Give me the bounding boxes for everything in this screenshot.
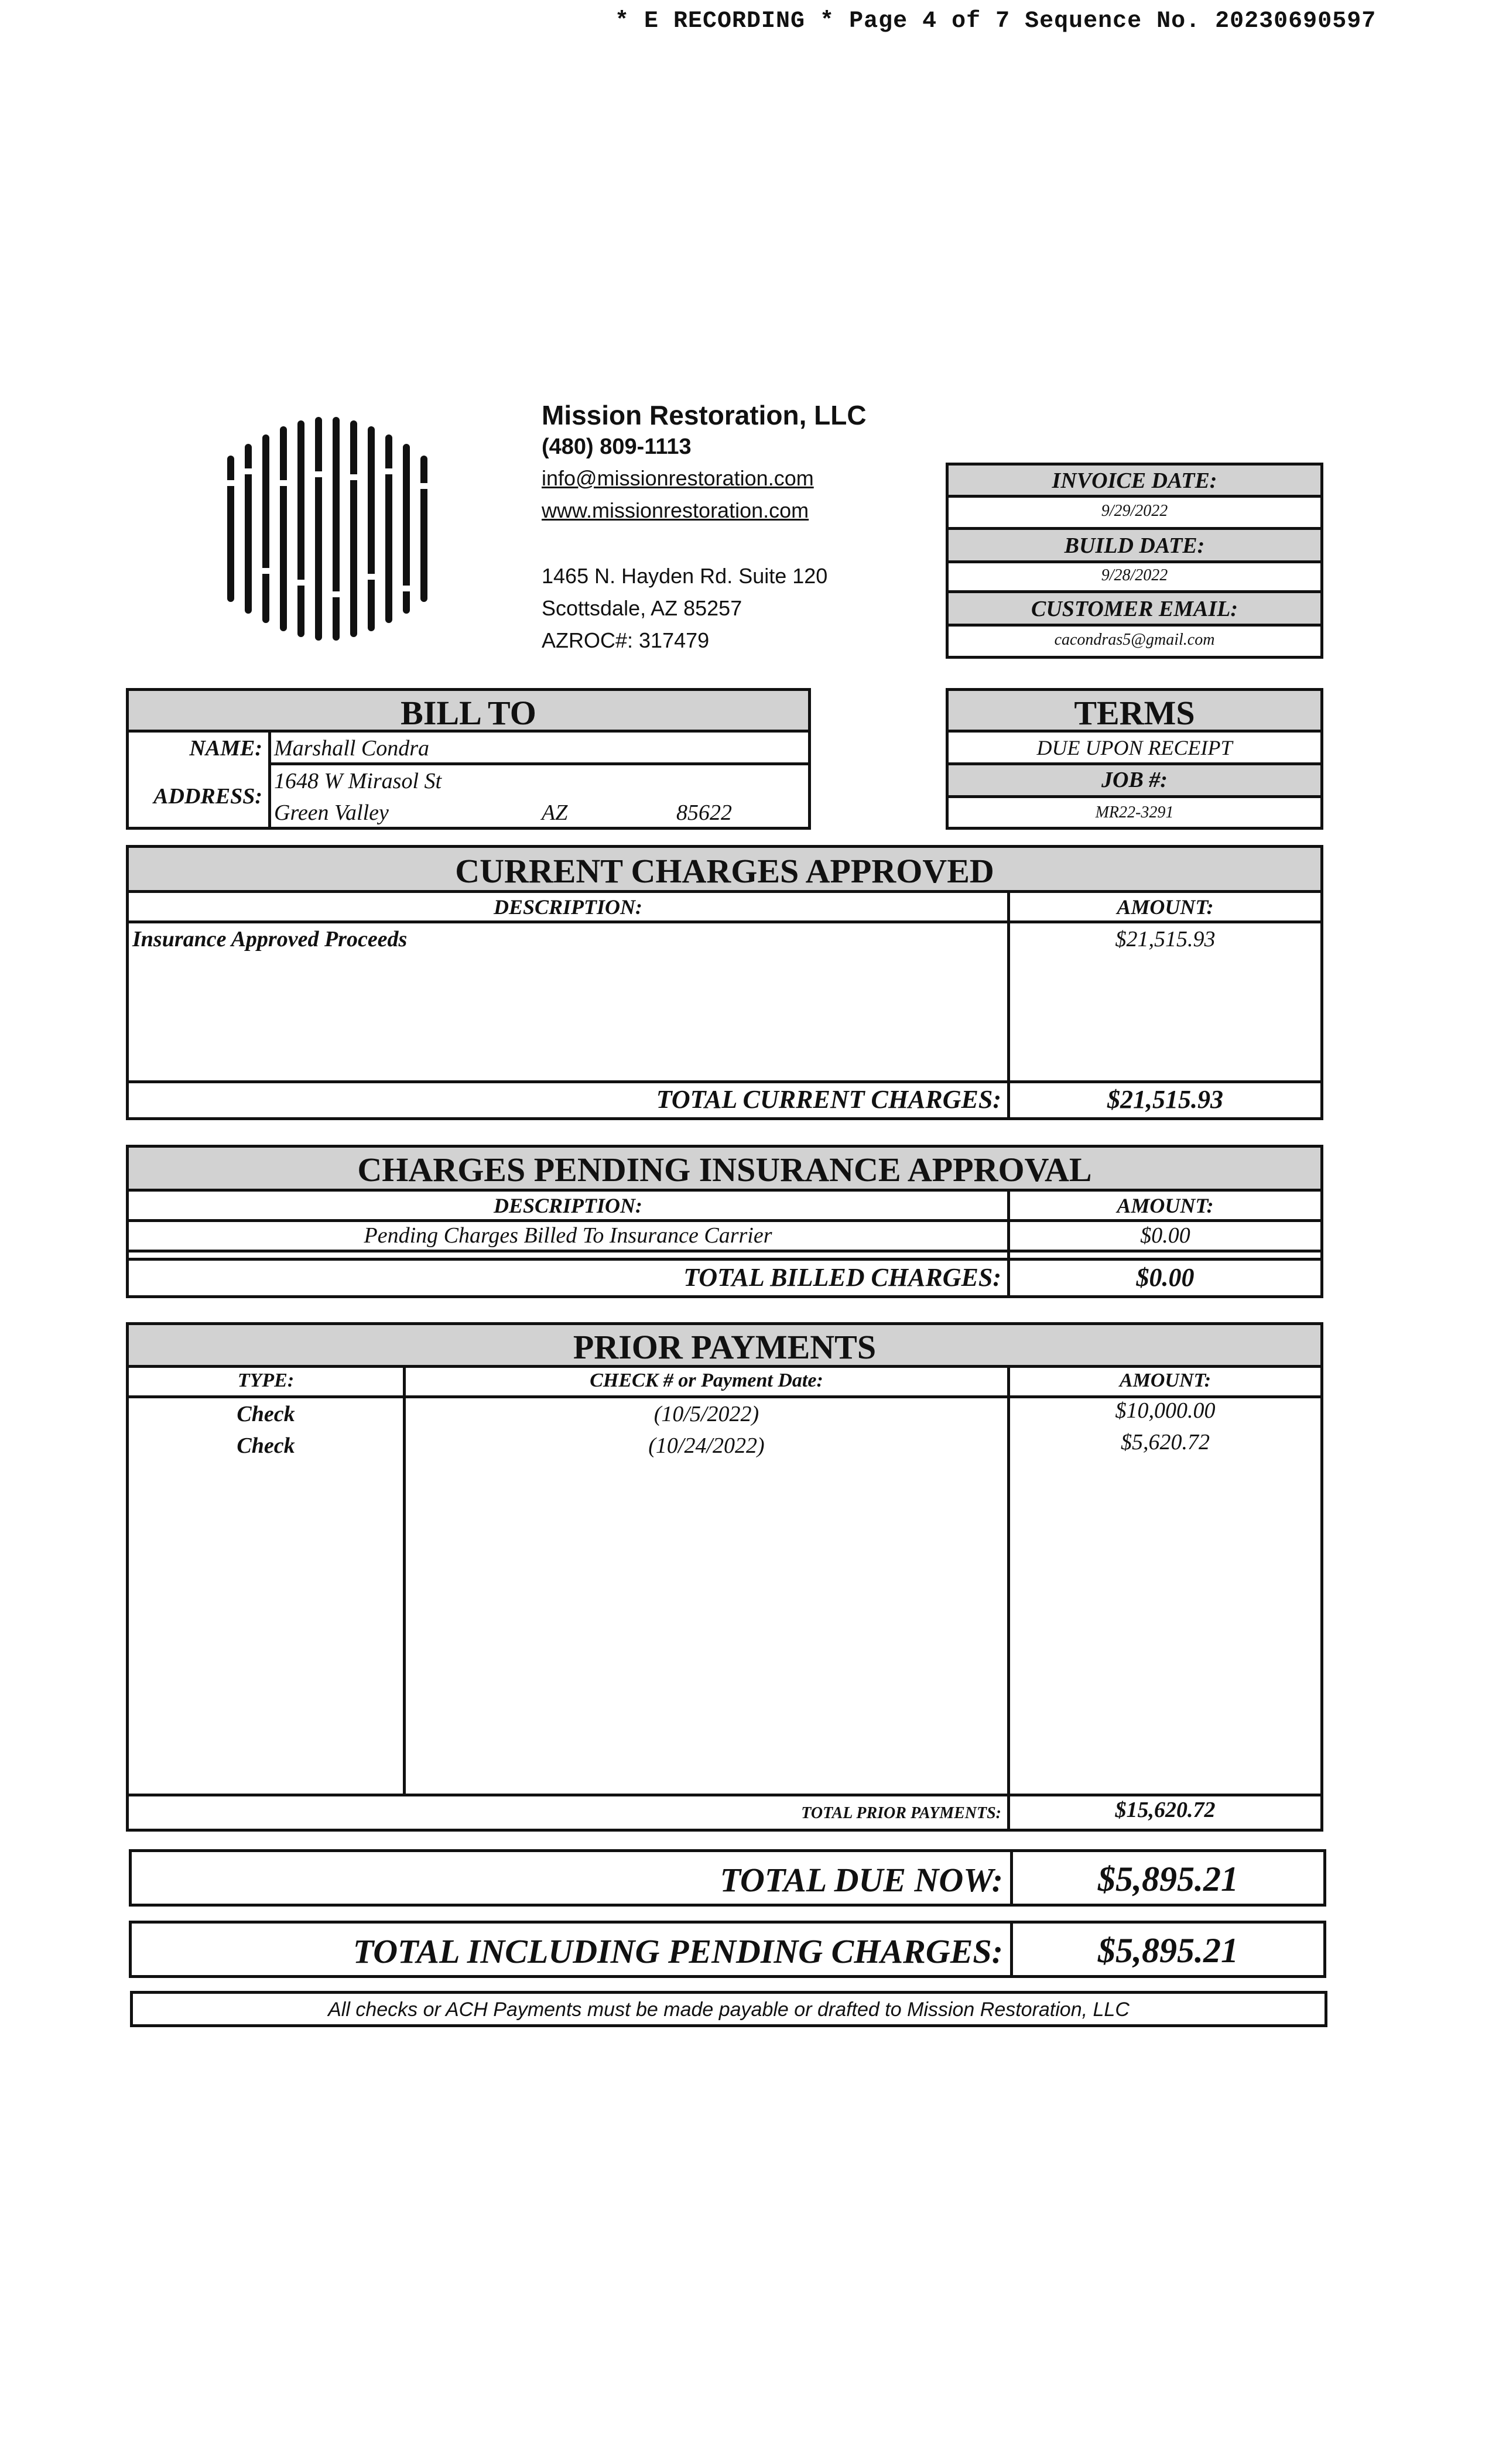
payment-amount-header: AMOUNT: (1119, 1370, 1211, 1391)
total-prior-payments-label: TOTAL PRIOR PAYMENTS: (801, 1804, 1001, 1822)
current-charges-heading: CURRENT CHARGES APPROVED (455, 852, 994, 890)
payment-check-header: CHECK # or Payment Date: (590, 1370, 823, 1391)
build-date-value: 9/28/2022 (1101, 566, 1168, 584)
customer-street: 1648 W Mirasol St (274, 769, 442, 793)
address-label: ADDRESS: (153, 784, 262, 809)
payment-row-2-type: Check (237, 1433, 295, 1458)
total-billed-charges-value: $0.00 (1136, 1263, 1195, 1292)
invoice-info-box (946, 463, 1323, 659)
current-desc-header: DESCRIPTION: (493, 895, 643, 919)
company-azroc: AZROC#: 317479 (542, 628, 710, 652)
terms-value: DUE UPON RECEIPT (1036, 736, 1233, 759)
payment-row-1-type: Check (237, 1402, 295, 1426)
total-including-pending-box (129, 1921, 1326, 1978)
payment-note: All checks or ACH Payments must be made payable or drafted to Mission Restoration, LLC (328, 1998, 1130, 2021)
company-phone: (480) 809-1113 (542, 434, 692, 459)
company-address-line1: 1465 N. Hayden Rd. Suite 120 (542, 564, 828, 588)
customer-city: Green Valley (274, 800, 389, 825)
terms-box (946, 688, 1323, 830)
prior-payments-heading: PRIOR PAYMENTS (573, 1328, 877, 1366)
total-due-box (129, 1849, 1326, 1907)
payment-note-box (130, 1991, 1327, 2027)
customer-email-value: cacondras5@gmail.com (1054, 631, 1215, 649)
recording-header: * E RECORDING * Page 4 of 7 Sequence No. 20230690597 (615, 8, 1377, 35)
invoice-date-label: INVOICE DATE: (1052, 468, 1217, 493)
company-logo (223, 416, 445, 644)
total-including-value: $5,895.21 (1098, 1931, 1238, 1970)
invoice-date-value: 9/29/2022 (1101, 502, 1168, 520)
terms-heading: TERMS (1074, 694, 1195, 732)
total-due-value: $5,895.21 (1098, 1860, 1238, 1898)
customer-zip: 85622 (676, 800, 732, 825)
pending-charges-box (126, 1145, 1323, 1298)
total-current-charges-value: $21,515.93 (1107, 1085, 1223, 1114)
company-name: Mission Restoration, LLC (542, 400, 867, 430)
job-number-label: JOB #: (1101, 768, 1168, 792)
payment-type-header: TYPE: (237, 1370, 295, 1391)
current-charges-box (126, 845, 1323, 1120)
total-prior-payments-value: $15,620.72 (1115, 1798, 1216, 1822)
total-including-label: TOTAL INCLUDING PENDING CHARGES: (352, 1932, 1003, 1970)
pending-charges-heading: CHARGES PENDING INSURANCE APPROVAL (357, 1151, 1092, 1189)
build-date-label: BUILD DATE: (1064, 533, 1205, 558)
name-label: NAME: (189, 736, 262, 761)
current-charge-amount: $21,515.93 (1115, 927, 1216, 952)
prior-payments-box (126, 1322, 1323, 1832)
customer-name: Marshall Condra (274, 736, 429, 761)
payment-row-1-amount: $10,000.00 (1115, 1398, 1216, 1423)
total-due-label: TOTAL DUE NOW: (720, 1861, 1003, 1899)
pending-charge-description: Pending Charges Billed To Insurance Carrier (364, 1223, 772, 1248)
payment-row-1-date: (10/5/2022) (653, 1402, 759, 1426)
company-website-link[interactable]: www.missionrestoration.com (542, 498, 809, 522)
job-number-value: MR22-3291 (1095, 803, 1174, 822)
total-billed-charges-label: TOTAL BILLED CHARGES: (683, 1263, 1001, 1292)
pending-amount-header: AMOUNT: (1117, 1194, 1214, 1217)
company-address-line2: Scottsdale, AZ 85257 (542, 596, 742, 620)
company-email-link[interactable]: info@missionrestoration.com (542, 466, 814, 490)
bill-to-heading: BILL TO (401, 694, 536, 732)
current-charge-description: Insurance Approved Proceeds (132, 927, 408, 952)
customer-email-label: CUSTOMER EMAIL: (1031, 597, 1238, 621)
payment-row-2-date: (10/24/2022) (648, 1433, 765, 1458)
total-current-charges-label: TOTAL CURRENT CHARGES: (656, 1085, 1001, 1114)
bill-to-box (126, 688, 811, 830)
pending-charge-amount: $0.00 (1140, 1223, 1190, 1248)
payment-row-2-amount: $5,620.72 (1121, 1430, 1210, 1455)
pending-desc-header: DESCRIPTION: (493, 1194, 643, 1217)
customer-state: AZ (542, 800, 568, 825)
current-amount-header: AMOUNT: (1117, 895, 1214, 919)
